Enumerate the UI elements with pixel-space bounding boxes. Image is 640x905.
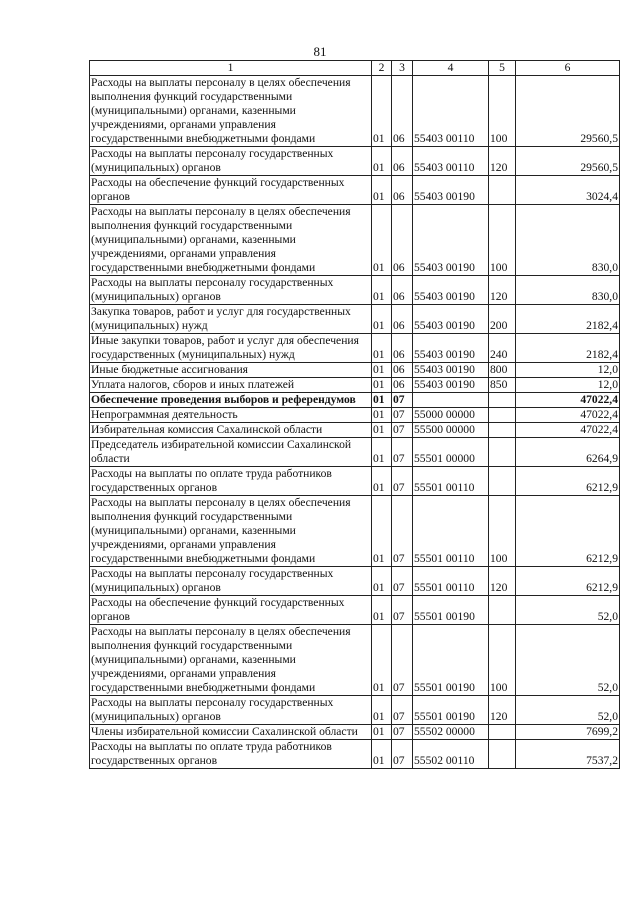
table-body bbox=[90, 76, 620, 769]
row-target-article: 55501 00190 bbox=[413, 596, 489, 625]
row-name: Расходы на выплаты персоналу государственных (муниципальных) органов bbox=[90, 276, 372, 305]
row-target-article: 55501 00110 bbox=[413, 467, 489, 496]
header-col-2: 2 bbox=[372, 61, 392, 76]
row-subsection: 06 bbox=[392, 76, 413, 147]
header-col-5: 5 bbox=[489, 61, 516, 76]
table-row bbox=[90, 305, 620, 334]
row-subsection: 06 bbox=[392, 378, 413, 393]
row-section: 01 bbox=[372, 696, 392, 725]
row-section: 01 bbox=[372, 176, 392, 205]
row-expense-type: 100 bbox=[489, 76, 516, 147]
table-row bbox=[90, 696, 620, 725]
header-col-1: 1 bbox=[90, 61, 372, 76]
table-row bbox=[90, 496, 620, 567]
row-expense-type: 850 bbox=[489, 378, 516, 393]
row-amount: 830,0 bbox=[516, 276, 620, 305]
row-name: Иные бюджетные ассигнования bbox=[90, 363, 372, 378]
row-subsection: 07 bbox=[392, 467, 413, 496]
row-subsection: 07 bbox=[392, 567, 413, 596]
row-expense-type: 120 bbox=[489, 276, 516, 305]
row-target-article bbox=[413, 393, 489, 408]
row-section: 01 bbox=[372, 305, 392, 334]
row-amount: 52,0 bbox=[516, 625, 620, 696]
row-amount: 12,0 bbox=[516, 363, 620, 378]
row-expense-type: 120 bbox=[489, 696, 516, 725]
header-col-6: 6 bbox=[516, 61, 620, 76]
row-subsection: 06 bbox=[392, 276, 413, 305]
row-expense-type: 200 bbox=[489, 305, 516, 334]
row-expense-type: 120 bbox=[489, 147, 516, 176]
row-name: Уплата налогов, сборов и иных платежей bbox=[90, 378, 372, 393]
row-subsection: 07 bbox=[392, 725, 413, 740]
row-section: 01 bbox=[372, 496, 392, 567]
row-amount: 12,0 bbox=[516, 378, 620, 393]
row-target-article: 55501 00190 bbox=[413, 625, 489, 696]
row-expense-type bbox=[489, 725, 516, 740]
row-target-article: 55500 00000 bbox=[413, 423, 489, 438]
row-expense-type bbox=[489, 596, 516, 625]
row-target-article: 55501 00190 bbox=[413, 696, 489, 725]
row-expense-type bbox=[489, 176, 516, 205]
row-target-article: 55403 00190 bbox=[413, 205, 489, 276]
row-amount: 3024,4 bbox=[516, 176, 620, 205]
row-target-article: 55403 00190 bbox=[413, 363, 489, 378]
row-section: 01 bbox=[372, 205, 392, 276]
row-section: 01 bbox=[372, 596, 392, 625]
row-name: Иные закупки товаров, работ и услуг для обеспечения государственных (муниципальных) нужд bbox=[90, 334, 372, 363]
row-amount: 47022,4 bbox=[516, 408, 620, 423]
row-section: 01 bbox=[372, 378, 392, 393]
row-subsection: 06 bbox=[392, 334, 413, 363]
row-name: Расходы на выплаты персоналу государственных (муниципальных) органов bbox=[90, 147, 372, 176]
row-name: Расходы на выплаты персоналу в целях обеспечения выполнения функций государственными (муниципальными) органами, казенными учреждениями, органами управления государственными внебюджетными фондами bbox=[90, 76, 372, 147]
row-amount: 6212,9 bbox=[516, 467, 620, 496]
row-subsection: 07 bbox=[392, 496, 413, 567]
table-row bbox=[90, 408, 620, 423]
row-subsection: 07 bbox=[392, 625, 413, 696]
row-name: Расходы на выплаты по оплате труда работников государственных органов bbox=[90, 467, 372, 496]
row-expense-type bbox=[489, 423, 516, 438]
header-col-3: 3 bbox=[392, 61, 413, 76]
header-col-4: 4 bbox=[413, 61, 489, 76]
row-name: Обеспечение проведения выборов и референдумов bbox=[90, 393, 372, 408]
table-row bbox=[90, 467, 620, 496]
row-subsection: 06 bbox=[392, 363, 413, 378]
row-amount: 29560,5 bbox=[516, 147, 620, 176]
row-section: 01 bbox=[372, 393, 392, 408]
row-amount: 47022,4 bbox=[516, 393, 620, 408]
row-name: Расходы на выплаты персоналу в целях обеспечения выполнения функций государственными (муниципальными) органами, казенными учреждениями, органами управления государственными внебюджетными фондами bbox=[90, 496, 372, 567]
row-expense-type: 120 bbox=[489, 567, 516, 596]
row-name: Расходы на обеспечение функций государственных органов bbox=[90, 176, 372, 205]
row-target-article: 55501 00110 bbox=[413, 496, 489, 567]
row-amount: 6264,9 bbox=[516, 438, 620, 467]
table-row bbox=[90, 334, 620, 363]
table-row bbox=[90, 363, 620, 378]
row-name: Расходы на выплаты персоналу в целях обеспечения выполнения функций государственными (муниципальными) органами, казенными учреждениями, органами управления государственными внебюджетными фондами bbox=[90, 205, 372, 276]
row-section: 01 bbox=[372, 276, 392, 305]
row-name: Расходы на выплаты персоналу государственных (муниципальных) органов bbox=[90, 567, 372, 596]
row-target-article: 55403 00190 bbox=[413, 176, 489, 205]
table-row bbox=[90, 276, 620, 305]
row-target-article: 55403 00110 bbox=[413, 147, 489, 176]
budget-table bbox=[89, 60, 620, 769]
row-expense-type bbox=[489, 740, 516, 769]
row-amount: 7537,2 bbox=[516, 740, 620, 769]
row-subsection: 06 bbox=[392, 147, 413, 176]
table-row bbox=[90, 596, 620, 625]
row-amount: 2182,4 bbox=[516, 305, 620, 334]
row-expense-type bbox=[489, 408, 516, 423]
table-row bbox=[90, 438, 620, 467]
row-amount: 29560,5 bbox=[516, 76, 620, 147]
row-amount: 52,0 bbox=[516, 596, 620, 625]
row-section: 01 bbox=[372, 334, 392, 363]
row-amount: 2182,4 bbox=[516, 334, 620, 363]
table-header-row bbox=[90, 61, 620, 76]
row-name: Расходы на выплаты персоналу в целях обеспечения выполнения функций государственными (муниципальными) органами, казенными учреждениями, органами управления государственными внебюджетными фондами bbox=[90, 625, 372, 696]
row-subsection: 07 bbox=[392, 393, 413, 408]
row-amount: 7699,2 bbox=[516, 725, 620, 740]
row-name: Непрограммная деятельность bbox=[90, 408, 372, 423]
row-expense-type bbox=[489, 393, 516, 408]
table-row bbox=[90, 176, 620, 205]
row-subsection: 07 bbox=[392, 408, 413, 423]
row-name: Члены избирательной комиссии Сахалинской области bbox=[90, 725, 372, 740]
row-subsection: 06 bbox=[392, 205, 413, 276]
table-row bbox=[90, 423, 620, 438]
row-target-article: 55501 00000 bbox=[413, 438, 489, 467]
row-expense-type: 100 bbox=[489, 625, 516, 696]
row-target-article: 55403 00190 bbox=[413, 305, 489, 334]
row-section: 01 bbox=[372, 363, 392, 378]
row-section: 01 bbox=[372, 408, 392, 423]
row-amount: 47022,4 bbox=[516, 423, 620, 438]
row-section: 01 bbox=[372, 740, 392, 769]
row-section: 01 bbox=[372, 423, 392, 438]
table-row bbox=[90, 378, 620, 393]
row-target-article: 55403 00190 bbox=[413, 378, 489, 393]
table-row bbox=[90, 147, 620, 176]
table-row bbox=[90, 740, 620, 769]
row-expense-type: 800 bbox=[489, 363, 516, 378]
row-section: 01 bbox=[372, 625, 392, 696]
row-section: 01 bbox=[372, 147, 392, 176]
row-subsection: 07 bbox=[392, 596, 413, 625]
row-amount: 830,0 bbox=[516, 205, 620, 276]
row-expense-type: 100 bbox=[489, 496, 516, 567]
row-section: 01 bbox=[372, 567, 392, 596]
row-section: 01 bbox=[372, 438, 392, 467]
table-row bbox=[90, 725, 620, 740]
row-amount: 6212,9 bbox=[516, 496, 620, 567]
row-expense-type bbox=[489, 467, 516, 496]
row-target-article: 55000 00000 bbox=[413, 408, 489, 423]
row-expense-type: 240 bbox=[489, 334, 516, 363]
table-row bbox=[90, 567, 620, 596]
row-subsection: 07 bbox=[392, 740, 413, 769]
table-row bbox=[90, 205, 620, 276]
row-name: Расходы на выплаты по оплате труда работников государственных органов bbox=[90, 740, 372, 769]
row-target-article: 55502 00110 bbox=[413, 740, 489, 769]
row-subsection: 06 bbox=[392, 176, 413, 205]
row-subsection: 06 bbox=[392, 305, 413, 334]
row-section: 01 bbox=[372, 76, 392, 147]
row-name: Расходы на выплаты персоналу государственных (муниципальных) органов bbox=[90, 696, 372, 725]
row-target-article: 55403 00190 bbox=[413, 276, 489, 305]
row-section: 01 bbox=[372, 467, 392, 496]
row-amount: 6212,9 bbox=[516, 567, 620, 596]
row-target-article: 55501 00110 bbox=[413, 567, 489, 596]
row-section: 01 bbox=[372, 725, 392, 740]
table-row bbox=[90, 625, 620, 696]
row-amount: 52,0 bbox=[516, 696, 620, 725]
table-row bbox=[90, 76, 620, 147]
row-name: Закупка товаров, работ и услуг для государственных (муниципальных) нужд bbox=[90, 305, 372, 334]
row-target-article: 55403 00190 bbox=[413, 334, 489, 363]
row-subsection: 07 bbox=[392, 438, 413, 467]
page-number: 81 bbox=[313, 44, 327, 59]
row-target-article: 55403 00110 bbox=[413, 76, 489, 147]
table-row bbox=[90, 393, 620, 408]
row-name: Избирательная комиссия Сахалинской области bbox=[90, 423, 372, 438]
row-name: Председатель избирательной комиссии Сахалинской области bbox=[90, 438, 372, 467]
row-expense-type bbox=[489, 438, 516, 467]
row-target-article: 55502 00000 bbox=[413, 725, 489, 740]
row-name: Расходы на обеспечение функций государственных органов bbox=[90, 596, 372, 625]
row-expense-type: 100 bbox=[489, 205, 516, 276]
row-subsection: 07 bbox=[392, 696, 413, 725]
row-subsection: 07 bbox=[392, 423, 413, 438]
